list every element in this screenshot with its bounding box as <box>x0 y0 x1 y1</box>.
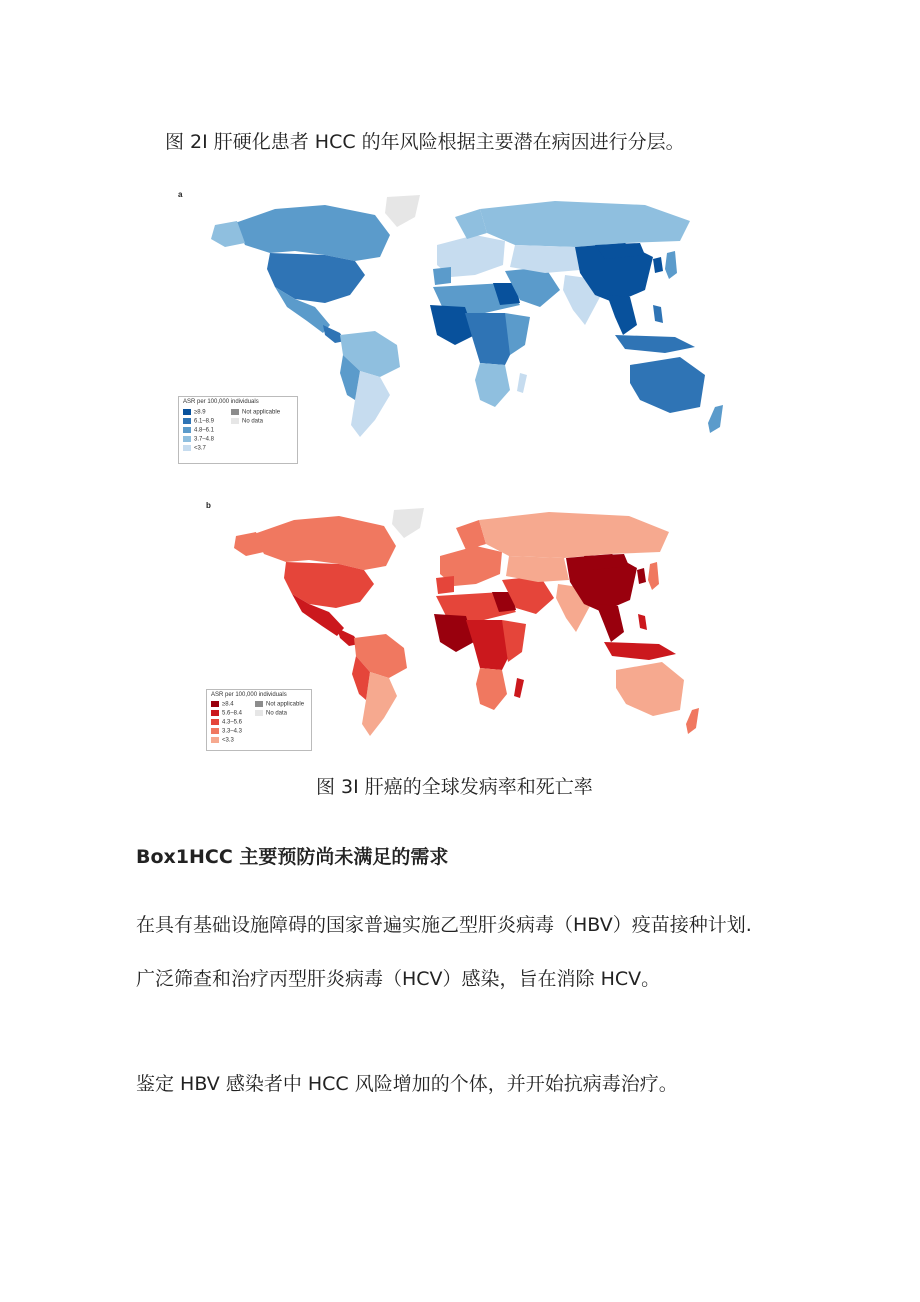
box-heading: Box1HCC 主要预防尚未满足的需求 <box>136 846 449 868</box>
southeast-asia-region <box>596 604 624 642</box>
legend-label: 3.7–4.8 <box>194 436 215 443</box>
legend-item <box>211 701 234 708</box>
greenland-region <box>385 195 420 227</box>
new-zealand-region <box>708 405 723 433</box>
legend-swatch <box>255 701 263 707</box>
australia-region <box>616 662 684 716</box>
korea-region <box>637 568 646 584</box>
legend-no-data: No data <box>255 710 287 717</box>
legend-label: ≥8.9 <box>194 409 206 416</box>
legend-label: 4.3–5.6 <box>222 719 243 726</box>
southern-africa-region <box>475 363 510 407</box>
legend-swatch <box>211 701 219 707</box>
indonesia-region <box>604 642 676 660</box>
greenland-region <box>392 508 424 538</box>
panel-label-b: b <box>206 501 211 510</box>
canada-region <box>254 516 396 570</box>
figure-2-caption: 图 2I 肝硬化患者 HCC 的年风险根据主要潜在病因进行分层。 <box>165 131 685 153</box>
southeast-asia-region <box>607 295 637 335</box>
legend-swatch <box>183 418 191 424</box>
legend-title: ASR per 100,000 individuals <box>183 399 259 405</box>
legend-swatch <box>231 409 239 415</box>
panel-label-a: a <box>178 190 183 199</box>
philippines-region <box>638 614 647 630</box>
legend-label: <3.7 <box>194 445 206 452</box>
australia-region <box>630 357 705 413</box>
legend-item <box>183 418 214 425</box>
philippines-region <box>653 305 663 323</box>
legend-map-b <box>206 689 312 751</box>
legend-item <box>211 710 242 717</box>
legend-title: ASR per 100,000 individuals <box>211 692 287 698</box>
paragraph: 鉴定 HBV 感染者中 HCC 风险增加的个体，并开始抗病毒治疗。 <box>136 1073 678 1095</box>
iberia-region <box>436 576 454 594</box>
legend-swatch <box>211 728 219 734</box>
legend-item <box>183 427 214 434</box>
legend-item <box>183 436 214 443</box>
new-zealand-region <box>686 708 699 734</box>
japan-region <box>648 562 659 590</box>
legend-swatch <box>211 710 219 716</box>
figure-3-caption: 图 3I 肝癌的全球发病率和死亡率 <box>316 776 593 798</box>
legend-swatch <box>183 427 191 433</box>
iberia-region <box>433 267 451 285</box>
legend-label: 4.8–6.1 <box>194 427 215 434</box>
legend-swatch <box>183 445 191 451</box>
canada-region <box>235 205 390 261</box>
legend-not-applicable: Not applicable <box>255 701 304 708</box>
legend-item <box>183 409 206 416</box>
southern-africa-region <box>476 668 507 710</box>
legend-swatch <box>183 409 191 415</box>
legend-not-applicable: Not applicable <box>231 409 280 416</box>
madagascar-region <box>517 373 527 393</box>
legend-no-data: No data <box>231 418 263 425</box>
legend-swatch <box>183 436 191 442</box>
indonesia-region <box>615 335 695 353</box>
legend-label: 5.6–8.4 <box>222 710 243 717</box>
legend-swatch <box>255 710 263 716</box>
legend-map-a <box>178 396 298 464</box>
paragraph: 在具有基础设施障碍的国家普遍实施乙型肝炎病毒（HBV）疫苗接种计划. <box>136 914 752 936</box>
legend-label: <3.3 <box>222 737 234 744</box>
legend-item <box>211 737 234 744</box>
russia-region <box>479 512 669 558</box>
legend-swatch <box>231 418 239 424</box>
paragraph: 广泛筛查和治疗丙型肝炎病毒（HCV）感染，旨在消除 HCV。 <box>136 968 661 990</box>
madagascar-region <box>514 678 524 698</box>
legend-label: 6.1–8.9 <box>194 418 215 425</box>
legend-item <box>211 728 242 735</box>
central-asia-region <box>506 556 569 582</box>
korea-region <box>653 257 663 273</box>
legend-item <box>183 445 206 452</box>
legend-swatch <box>211 719 219 725</box>
legend-label: 3.3–4.3 <box>222 728 243 735</box>
legend-label: ≥8.4 <box>222 701 234 708</box>
central-asia-region <box>510 245 580 273</box>
japan-region <box>665 251 677 279</box>
russia-region <box>480 201 690 247</box>
legend-item <box>211 719 242 726</box>
legend-swatch <box>211 737 219 743</box>
